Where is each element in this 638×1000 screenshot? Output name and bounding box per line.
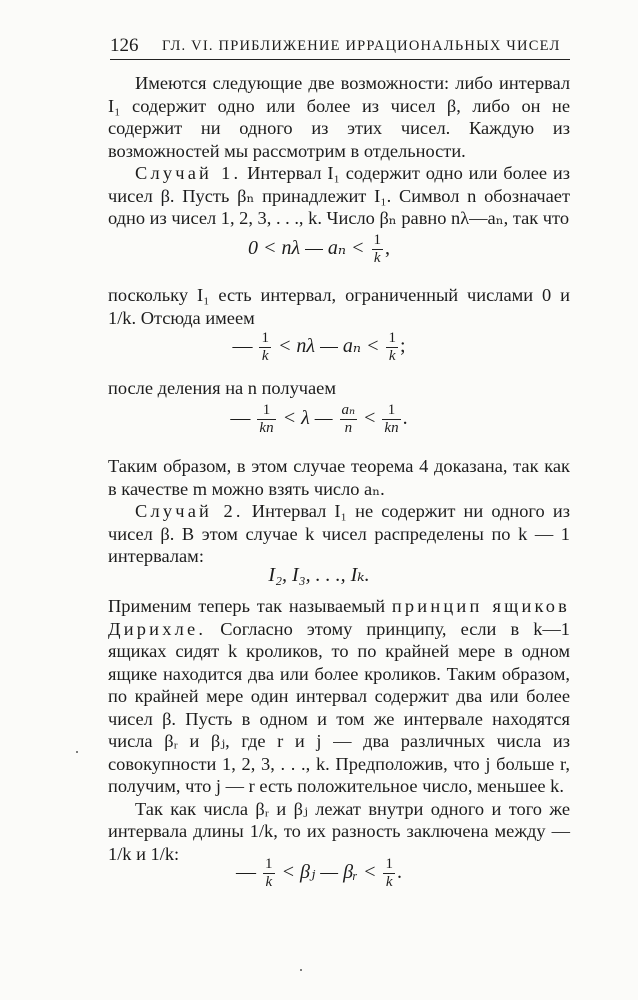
case-2-heading: Случай 2. xyxy=(135,501,244,521)
fraction-1-over-k xyxy=(263,856,275,891)
running-title: ГЛ. VI. ПРИБЛИЖЕНИЕ ИРРАЦИОНАЛЬНЫХ ЧИСЕЛ xyxy=(162,38,561,54)
case-1-text: Интервал I₁ содержит одно или более из чисел β. Пусть βₙ принадлежит I₁. Символ n обозначает одно из чисел 1, 2, 3, . . ., k. Число βₙ равно nλ—aₙ, так что xyxy=(108,163,570,228)
fraction-numerator: 1 xyxy=(388,330,396,346)
fraction-numerator: 1 xyxy=(257,402,275,420)
text-block-dirichlet xyxy=(108,595,570,865)
fraction-numerator: aₙ xyxy=(341,402,356,418)
formula-2-minus: — xyxy=(232,335,253,358)
page-number: 126 xyxy=(110,35,139,56)
paragraph-conclusion: Таким образом, в этом случае теорема 4 доказана, так как в качестве m можно взять число aₙ. xyxy=(108,456,570,499)
fraction-denominator: kn xyxy=(259,420,274,436)
text-block-bounded xyxy=(108,284,570,329)
formula-inequality-1 xyxy=(0,232,638,267)
formula-3-middle: < λ — xyxy=(282,407,333,430)
formula-3-less-than: < xyxy=(364,407,376,430)
fraction-denominator: k xyxy=(373,250,381,266)
scan-speck xyxy=(300,969,302,971)
paragraph-intro: Имеются следующие две возможности: либо интервал I₁ содержит одно или более из чисел β, либо он не содержит ни одного из этих чисел. Каждую из возможностей мы рассмотрим в отдельности. xyxy=(108,73,570,161)
formula-3-minus: — xyxy=(230,407,251,430)
case-1-heading: Случай 1. xyxy=(135,163,242,183)
formula-inequality-2 xyxy=(0,330,638,365)
fraction-denominator: k xyxy=(265,874,273,890)
text-block-division xyxy=(108,377,570,400)
fraction-denominator: k xyxy=(385,874,393,890)
formula-2-middle: < nλ — aₙ < xyxy=(277,335,380,358)
paragraph-case-2 xyxy=(108,500,570,568)
fraction-numerator: 1 xyxy=(382,402,400,420)
fraction-denominator: k xyxy=(261,348,269,364)
formula-inequality-3 xyxy=(0,402,638,437)
formula-5-middle: < βⱼ — βᵣ < xyxy=(281,861,377,884)
case-2-text: Интервал I₁ не содержит ни одного из чисел β. В этом случае k чисел распределены по k — 1 интервалам: xyxy=(108,501,570,566)
fraction-1-over-k xyxy=(259,330,271,365)
paragraph-division: после деления на n получаем xyxy=(108,378,336,398)
formula-2-end: ; xyxy=(399,335,406,358)
fraction-an-over-n xyxy=(340,402,358,437)
fraction-1-over-k xyxy=(383,856,395,891)
fraction-numerator: 1 xyxy=(385,856,393,872)
page-header xyxy=(110,33,570,60)
paragraph-dirichlet xyxy=(108,595,570,798)
fraction-numerator: 1 xyxy=(373,232,382,248)
dirichlet-text: Согласно этому принципу, если в k—1 ящиках сидят k кроликов, то по крайней мере в одном ящике находится два или более кроликов. Таким образом, по крайней мере один интервал содержит два или более чисел β. Пусть в одном и том же интервале находятся числа βᵣ и βⱼ, где r и j — два различных числа из совокупности 1, 2, 3, . . ., k. Предположив, что j больше r, получим, что j — r есть положительное число, меньшее k. xyxy=(108,618,570,796)
formula-inequality-5 xyxy=(0,856,638,891)
text-block-intro xyxy=(108,72,570,230)
text-block-case-2 xyxy=(108,455,570,568)
fraction-denominator: kn xyxy=(384,420,399,436)
fraction-numerator: 1 xyxy=(261,330,269,346)
fraction-numerator: 1 xyxy=(265,856,273,872)
formula-5-minus: — xyxy=(236,861,257,884)
formula-1-left: 0 < nλ — aₙ < xyxy=(247,237,365,260)
fraction-denominator: n xyxy=(344,420,353,436)
fraction-1-over-k xyxy=(372,232,384,267)
paragraph-bounded: поскольку I₁ есть интервал, ограниченный числами 0 и 1/k. Отсюда имеем xyxy=(108,285,570,328)
paragraph-difference: Так как числа βᵣ и βⱼ лежат внутри одного и того же интервала длины 1/k, то их разность заключена между —1/k и 1/k: xyxy=(108,798,570,864)
paragraph-case-1 xyxy=(108,162,570,230)
dirichlet-principle-term: принцип ящиков Дирихле. xyxy=(108,596,570,639)
fraction-1-over-kn xyxy=(257,402,275,437)
scan-speck xyxy=(76,751,78,753)
formula-intervals: I₂, I₃, . . ., Iₖ. xyxy=(268,564,370,586)
formula-3-end: . xyxy=(402,407,408,430)
fraction-1-over-kn xyxy=(382,402,400,437)
formula-5-end: . xyxy=(396,861,402,884)
fraction-1-over-k xyxy=(386,330,398,365)
fraction-denominator: k xyxy=(388,348,396,364)
dirichlet-intro: Применим теперь так называемый xyxy=(108,596,386,616)
formula-1-end: , xyxy=(385,237,391,260)
